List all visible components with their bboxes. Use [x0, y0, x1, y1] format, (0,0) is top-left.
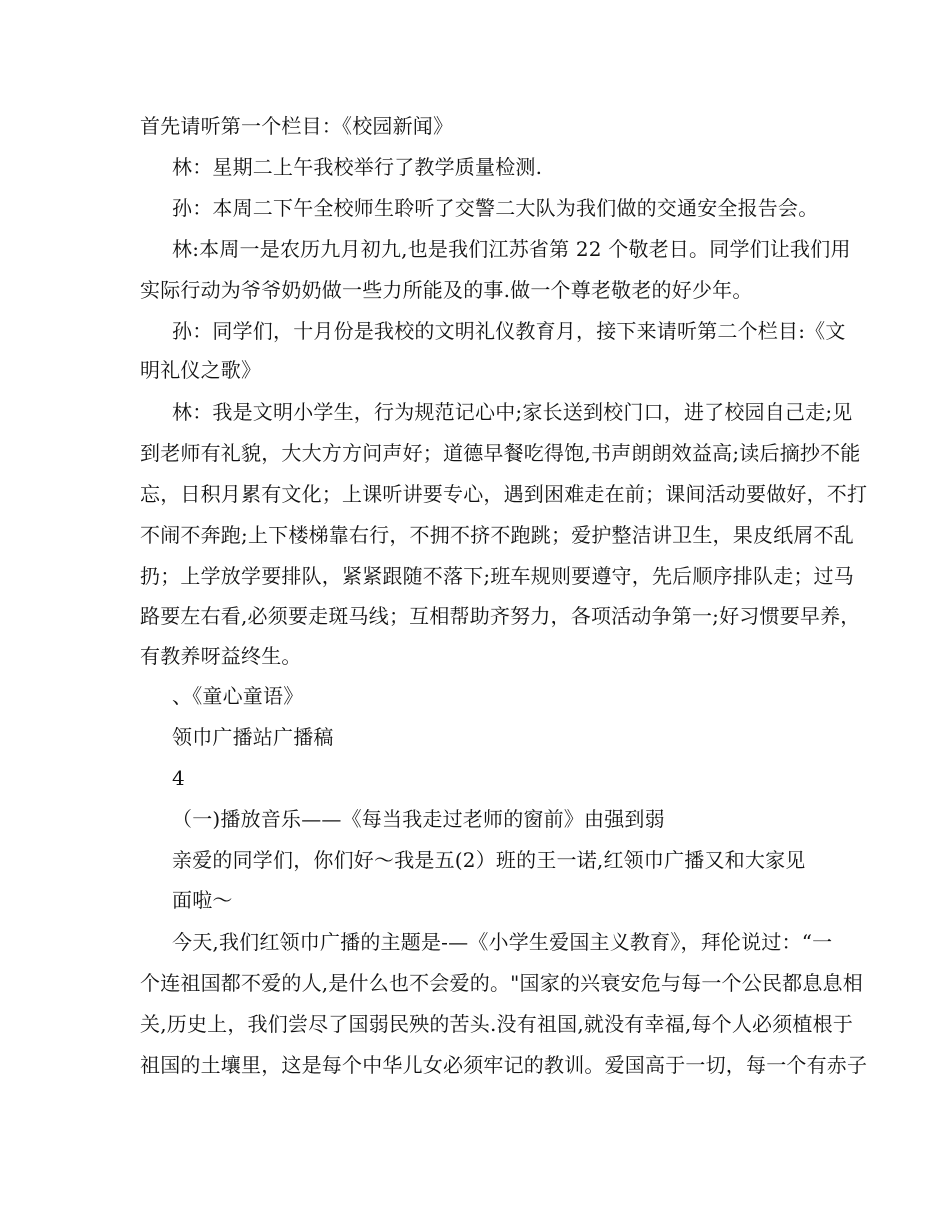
section-heading: 、《童心童语》: [172, 684, 304, 708]
text-line: 实际行动为爷爷奶奶做一些力所能及的事.做一个尊老敬老的好少年。: [140, 278, 753, 302]
text-line: 路要左右看,必须要走斑马线；互相帮助齐努力，各项活动争第一;好习惯要早养，: [140, 604, 861, 628]
text-line: 林：我是文明小学生，行为规范记心中;家长送到校门口，进了校园自己走;见: [172, 400, 853, 424]
text-line: 亲爱的同学们，你们好～我是五(2）班的王一诺,红领巾广播又和大家见: [172, 848, 806, 872]
section-heading: 领巾广播站广播稿: [172, 725, 334, 749]
text-line: 首先请听第一个栏目：《校园新闻》: [140, 114, 454, 138]
text-line: 孙：本周二下午全校师生聆听了交警二大队为我们做的交通安全报告会。: [172, 196, 819, 220]
text-line: 面啦～: [172, 888, 233, 912]
text-line: 扔；上学放学要排队，紧紧跟随不落下;班车规则要遵守，先后顺序排队走；过马: [140, 564, 854, 588]
text-line: 有教养呀益终生。: [140, 644, 302, 668]
text-line: 林：星期二上午我校举行了教学质量检测.: [172, 155, 543, 179]
text-line: 祖国的土壤里，这是每个中华儿女必须牢记的教训。爱国高于一切，每一个有赤子: [140, 1053, 868, 1077]
text-line: 个连祖国都不爱的人,是什么也不会爱的。"国家的兴衰安危与每一个公民都息息相: [140, 971, 863, 995]
page-number: 4: [172, 766, 185, 790]
text-line: 到老师有礼貌，大大方方问声好；道德早餐吃得饱,书声朗朗效益高;读后摘抄不能: [140, 441, 861, 465]
text-line: 关,历史上，我们尝尽了国弱民殃的苦头.没有祖国,就没有幸福,每个人必须植根于: [140, 1012, 854, 1036]
text-line: 孙：同学们，十月份是我校的文明礼仪教育月，接下来请听第二个栏目:《文: [172, 319, 846, 343]
text-line: 忘，日积月累有文化；上课听讲要专心，遇到困难走在前；课间活动要做好，不打: [140, 482, 868, 506]
text-line: 不闹不奔跑;上下楼梯靠右行，不拥不挤不跑跳；爱护整洁讲卫生，果皮纸屑不乱: [140, 523, 854, 547]
text-line: （一)播放音乐——《每当我走过老师的窗前》由强到弱: [172, 807, 665, 831]
text-line: 林:本周一是农历九月初九,也是我们江苏省第 22 个敬老日。同学们让我们用: [172, 237, 851, 261]
text-line: 明礼仪之歌》: [140, 358, 262, 382]
text-line: 今天,我们红领巾广播的主题是-—《小学生爱国主义教育》，拜伦说过：“一: [172, 930, 833, 954]
